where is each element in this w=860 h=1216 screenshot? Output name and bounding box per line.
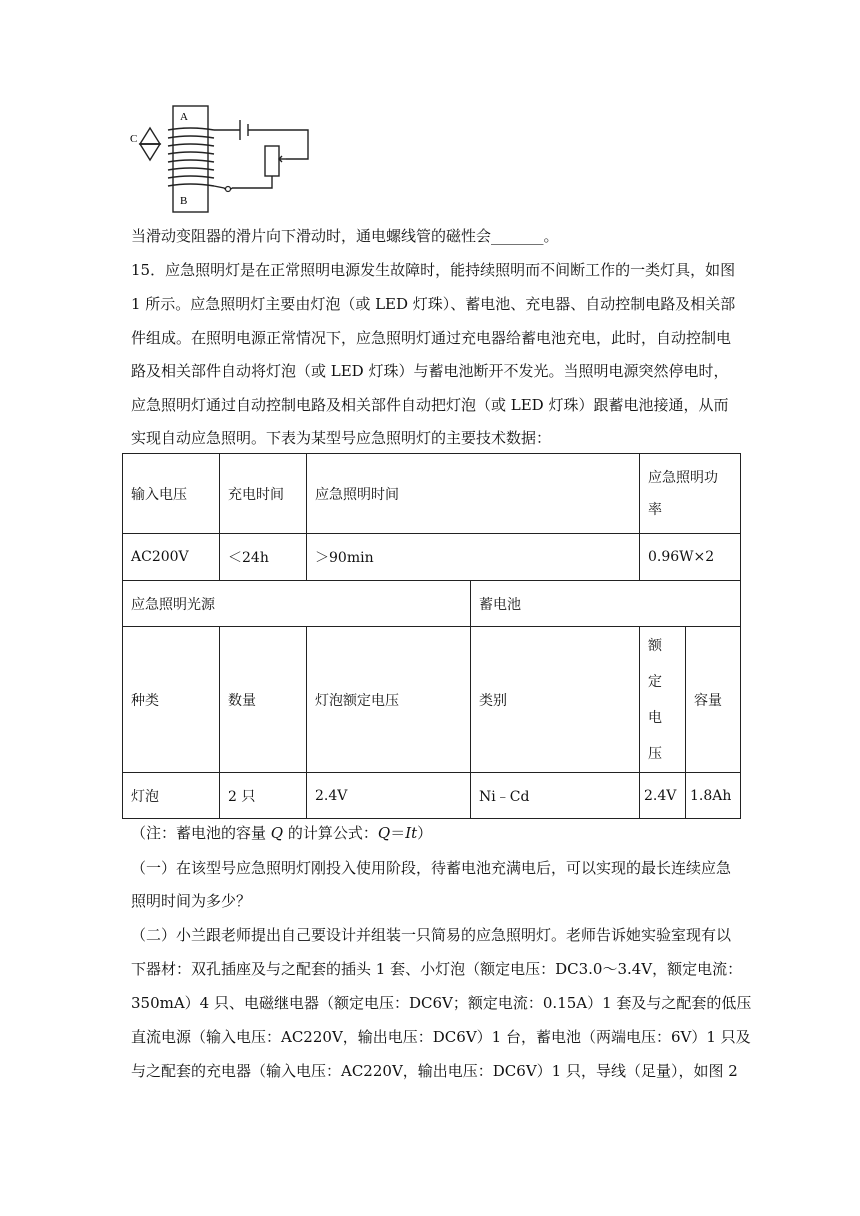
value-bulb-voltage: 2.4V — [307, 773, 471, 819]
table-row — [123, 581, 741, 627]
table-row — [123, 773, 741, 819]
figure-label-c: C — [130, 133, 138, 145]
part-2-line-3: 350mA）4 只、电磁继电器（额定电压：DC6V；额定电流：0.15A）1 套及与之配套的低压 — [131, 994, 752, 1012]
part-2-line-2: 下器材：双孔插座及与之配套的插头 1 套、小灯泡（额定电压：DC3.0～3.4V，额定电流： — [131, 960, 743, 978]
rated-char-1: 额 — [648, 637, 662, 654]
question-15-line-6: 实现自动应急照明。下表为某型号应急照明灯的主要技术数据： — [131, 429, 552, 447]
header-category: 类别 — [471, 627, 640, 773]
header-light-time: 应急照明时间 — [307, 454, 640, 534]
part-2-line-4: 直流电源（输入电压：AC220V，输出电压：DC6V）1 台，蓄电池（两端电压：6V）1 只及 — [131, 1028, 751, 1046]
figure-label-a: A — [180, 111, 188, 123]
header-light-source: 应急照明光源 — [123, 581, 471, 627]
note-q: Q — [270, 824, 284, 842]
part-2-line-5: 与之配套的充电器（输入电压：AC220V，输出电压：DC6V）1 只，导线（足量），如图 2 — [131, 1062, 738, 1080]
header-capacity: 容量 — [686, 627, 741, 773]
note-eq: ＝ — [390, 824, 406, 842]
question-15-line-1: 15．应急照明灯是在正常照明电源发生故障时，能持续照明而不间断工作的一类灯具，如图 — [131, 261, 736, 279]
header-power-line-2: 率 — [648, 501, 662, 518]
header-charge-time: 充电时间 — [220, 454, 307, 534]
part-1-line-2: 照明时间为多少？ — [131, 892, 252, 910]
table-row — [123, 534, 741, 581]
rated-char-3: 电 — [648, 709, 662, 726]
note-mid: 的计算公式： — [283, 824, 378, 842]
note-suffix: ） — [417, 824, 433, 842]
question-14-line: 当滑动变阻器的滑片向下滑动时，通电螺线管的磁性会_______。 — [131, 227, 559, 245]
header-power — [640, 454, 741, 534]
table-row — [123, 627, 741, 773]
header-quantity: 数量 — [220, 627, 307, 773]
question-15-line-3: 件组成。在照明电源正常情况下，应急照明灯通过充电器给蓄电池充电，此时，自动控制电 — [131, 329, 732, 347]
value-kind: 灯泡 — [123, 773, 220, 819]
value-capacity: 1.8Ah — [686, 773, 741, 819]
header-battery: 蓄电池 — [471, 581, 741, 627]
spec-table — [122, 453, 741, 819]
figure-label-b: B — [180, 195, 188, 207]
value-light-time: ＞90min — [307, 534, 640, 581]
question-15-line-4: 路及相关部件自动将灯泡（或 LED 灯珠）与蓄电池断开不发光。当照明电源突然停电时， — [131, 362, 729, 380]
rated-char-4: 压 — [648, 745, 662, 762]
question-15-line-5: 应急照明灯通过自动控制电路及相关部件自动把灯泡（或 LED 灯珠）跟蓄电池接通，从而 — [131, 396, 729, 414]
header-input-voltage: 输入电压 — [123, 454, 220, 534]
header-kind: 种类 — [123, 627, 220, 773]
part-2-line-1: （二）小兰跟老师提出自己要设计并组装一只简易的应急照明灯。老师告诉她实验室现有以 — [131, 926, 732, 944]
part-1-line-1: （一）在该型号应急照明灯刚投入使用阶段，待蓄电池充满电后，可以实现的最长连续应急 — [131, 859, 732, 877]
table-row — [123, 454, 741, 534]
question-15-line-2: 1 所示。应急照明灯主要由灯泡（或 LED 灯珠）、蓄电池、充电器、自动控制电路及相关部 — [131, 295, 736, 313]
value-rated-voltage: 2.4V — [640, 773, 686, 819]
value-charge-time: ＜24h — [220, 534, 307, 581]
note-q2: Q — [377, 824, 391, 842]
rated-char-2: 定 — [648, 673, 662, 690]
header-bulb-voltage: 灯泡额定电压 — [307, 627, 471, 773]
note-it: It — [405, 824, 418, 842]
formula-note — [131, 816, 731, 850]
header-power-line-1: 应急照明功 — [648, 469, 718, 486]
value-input-voltage: AC200V — [123, 534, 220, 581]
solenoid-circuit-figure — [128, 104, 318, 216]
value-power: 0.96W×2 — [640, 534, 741, 581]
header-rated-voltage — [640, 627, 686, 773]
note-prefix: （注：蓄电池的容量 — [131, 824, 271, 842]
value-category: Ni﹣Cd — [471, 773, 640, 819]
value-quantity: 2 只 — [220, 773, 307, 819]
